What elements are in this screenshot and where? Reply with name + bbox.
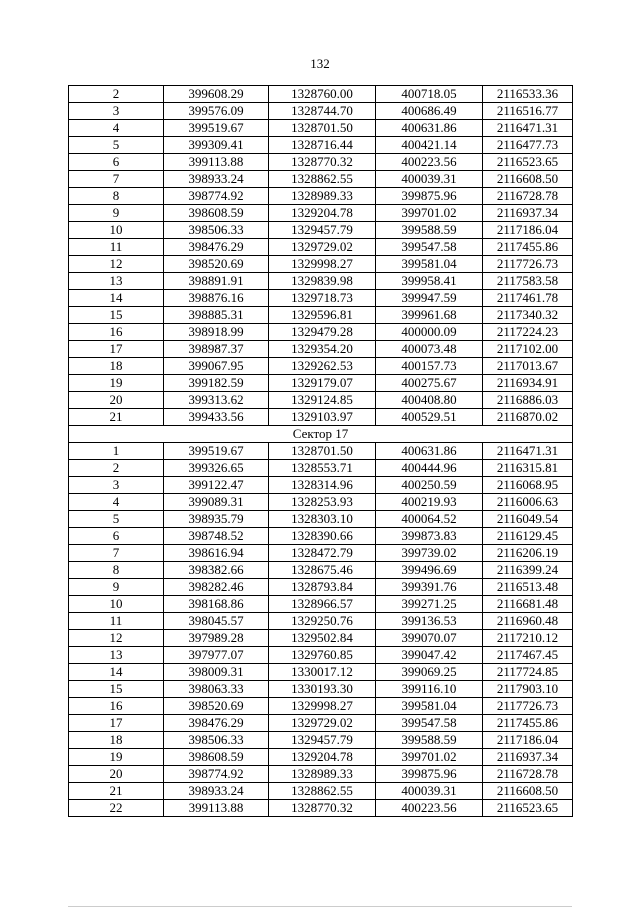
- table-row: [69, 766, 573, 783]
- coordinate-cell: 399875.96: [376, 188, 483, 205]
- point-number-cell: 18: [69, 732, 164, 749]
- coordinate-cell: 398382.66: [164, 562, 269, 579]
- coordinate-cell: 2117186.04: [483, 732, 573, 749]
- coordinate-cell: 1328770.32: [269, 800, 376, 817]
- point-number-cell: 11: [69, 613, 164, 630]
- coordinate-cell: 399089.31: [164, 494, 269, 511]
- coordinate-cell: 2117224.23: [483, 324, 573, 341]
- coordinate-cell: 398876.16: [164, 290, 269, 307]
- point-number-cell: 19: [69, 375, 164, 392]
- coordinate-cell: 2116728.78: [483, 766, 573, 783]
- coordinate-cell: 1329354.20: [269, 341, 376, 358]
- table-row: [69, 409, 573, 426]
- coordinate-cell: 2117186.04: [483, 222, 573, 239]
- coordinate-cell: 398616.94: [164, 545, 269, 562]
- table-row: [69, 596, 573, 613]
- table-row: [69, 171, 573, 188]
- coordinate-cell: 399113.88: [164, 800, 269, 817]
- coordinate-cell: 2116934.91: [483, 375, 573, 392]
- coordinate-cell: 399309.41: [164, 137, 269, 154]
- coordinate-cell: 2116206.19: [483, 545, 573, 562]
- coordinate-cell: 398476.29: [164, 239, 269, 256]
- coordinate-cell: 398476.29: [164, 715, 269, 732]
- coordinate-cell: 1329596.81: [269, 307, 376, 324]
- point-number-cell: 18: [69, 358, 164, 375]
- coordinate-cell: 1329718.73: [269, 290, 376, 307]
- bottom-rule: [68, 906, 572, 907]
- coordinate-cell: 2117467.45: [483, 647, 573, 664]
- table-row: [69, 800, 573, 817]
- coordinate-cell: 2116886.03: [483, 392, 573, 409]
- coordinate-cell: 399608.29: [164, 86, 269, 103]
- coordinate-cell: 397977.07: [164, 647, 269, 664]
- coordinate-cell: 399182.59: [164, 375, 269, 392]
- table-row: [69, 307, 573, 324]
- coordinate-cell: 2116315.81: [483, 460, 573, 477]
- coordinate-cell: 399313.62: [164, 392, 269, 409]
- coordinate-cell: 398774.92: [164, 188, 269, 205]
- coordinate-cell: 1329839.98: [269, 273, 376, 290]
- coordinate-cell: 399873.83: [376, 528, 483, 545]
- coordinate-cell: 2117461.78: [483, 290, 573, 307]
- table-row: [69, 783, 573, 800]
- coordinate-cell: 398608.59: [164, 749, 269, 766]
- coordinate-cell: 1328966.57: [269, 596, 376, 613]
- point-number-cell: 6: [69, 528, 164, 545]
- coordinate-cell: 1328770.32: [269, 154, 376, 171]
- coordinate-cell: 399047.42: [376, 647, 483, 664]
- coordinate-cell: 1329998.27: [269, 698, 376, 715]
- point-number-cell: 15: [69, 307, 164, 324]
- table-row: [69, 324, 573, 341]
- coordinate-cell: 2116608.50: [483, 171, 573, 188]
- coordinate-cell: 399547.58: [376, 715, 483, 732]
- table-row: [69, 137, 573, 154]
- table-row: [69, 545, 573, 562]
- coordinate-cell: 400631.86: [376, 443, 483, 460]
- coordinate-cell: 399271.25: [376, 596, 483, 613]
- table-row: [69, 664, 573, 681]
- table-row: [69, 477, 573, 494]
- coordinate-cell: 1328675.46: [269, 562, 376, 579]
- coordinate-cell: 1329479.28: [269, 324, 376, 341]
- point-number-cell: 6: [69, 154, 164, 171]
- table-body-top: [69, 86, 573, 426]
- coordinate-cell: 2117013.67: [483, 358, 573, 375]
- point-number-cell: 21: [69, 409, 164, 426]
- coordinate-cell: 1329204.78: [269, 749, 376, 766]
- coordinate-cell: 399588.59: [376, 222, 483, 239]
- coordinate-cell: 400631.86: [376, 120, 483, 137]
- point-number-cell: 3: [69, 477, 164, 494]
- coordinate-cell: 2116049.54: [483, 511, 573, 528]
- coordinate-cell: 400000.09: [376, 324, 483, 341]
- coordinate-cell: 1328760.00: [269, 86, 376, 103]
- coordinate-cell: 2116068.95: [483, 477, 573, 494]
- coordinate-cell: 2117903.10: [483, 681, 573, 698]
- coordinate-cell: 399433.56: [164, 409, 269, 426]
- coordinate-cell: 2116681.48: [483, 596, 573, 613]
- coordinate-cell: 400223.56: [376, 800, 483, 817]
- point-number-cell: 21: [69, 783, 164, 800]
- coordinate-cell: 398045.57: [164, 613, 269, 630]
- coordinate-cell: 1329729.02: [269, 715, 376, 732]
- table-row: [69, 273, 573, 290]
- coordinate-cell: 399136.53: [376, 613, 483, 630]
- coordinate-cell: 1328303.10: [269, 511, 376, 528]
- coordinate-cell: 399391.76: [376, 579, 483, 596]
- coordinate-cell: 398774.92: [164, 766, 269, 783]
- coordinate-cell: 398918.99: [164, 324, 269, 341]
- table-row: [69, 613, 573, 630]
- coordinate-cell: 400444.96: [376, 460, 483, 477]
- coordinate-cell: 397989.28: [164, 630, 269, 647]
- coordinate-cell: 400064.52: [376, 511, 483, 528]
- table-row: [69, 358, 573, 375]
- table-row: [69, 630, 573, 647]
- coordinate-cell: 2117102.00: [483, 341, 573, 358]
- coordinate-cell: 2117340.32: [483, 307, 573, 324]
- coordinate-cell: 398506.33: [164, 222, 269, 239]
- coordinate-cell: 399588.59: [376, 732, 483, 749]
- coordinate-cell: 399581.04: [376, 256, 483, 273]
- coordinate-cell: 399326.65: [164, 460, 269, 477]
- table-body-bottom: [69, 443, 573, 817]
- coordinate-cell: 398520.69: [164, 698, 269, 715]
- coordinate-cell: 1328716.44: [269, 137, 376, 154]
- coordinate-cell: 399067.95: [164, 358, 269, 375]
- coordinate-cell: 398891.91: [164, 273, 269, 290]
- table-row: [69, 749, 573, 766]
- coordinate-cell: 400250.59: [376, 477, 483, 494]
- coordinate-cell: 1329457.79: [269, 732, 376, 749]
- coordinate-cell: 2116728.78: [483, 188, 573, 205]
- coordinate-cell: 399496.69: [376, 562, 483, 579]
- coordinate-cell: 399701.02: [376, 205, 483, 222]
- table-row: [69, 154, 573, 171]
- coordinate-cell: 2116129.45: [483, 528, 573, 545]
- coordinate-cell: 400223.56: [376, 154, 483, 171]
- coordinate-cell: 1328472.79: [269, 545, 376, 562]
- point-number-cell: 17: [69, 341, 164, 358]
- coordinate-cell: 399122.47: [164, 477, 269, 494]
- point-number-cell: 12: [69, 256, 164, 273]
- coordinate-cell: 400275.67: [376, 375, 483, 392]
- coordinate-cell: 399958.41: [376, 273, 483, 290]
- coordinate-cell: 399519.67: [164, 443, 269, 460]
- coordinate-cell: 399875.96: [376, 766, 483, 783]
- coordinate-cell: 2116870.02: [483, 409, 573, 426]
- coordinate-cell: 398748.52: [164, 528, 269, 545]
- coordinate-cell: 400157.73: [376, 358, 483, 375]
- coordinate-cell: 398063.33: [164, 681, 269, 698]
- point-number-cell: 1: [69, 443, 164, 460]
- table-row: [69, 392, 573, 409]
- point-number-cell: 3: [69, 103, 164, 120]
- coordinate-cell: 2117210.12: [483, 630, 573, 647]
- table-row: [69, 375, 573, 392]
- coordinate-cell: 399070.07: [376, 630, 483, 647]
- coordinate-cell: 398608.59: [164, 205, 269, 222]
- coordinate-cell: 1329124.85: [269, 392, 376, 409]
- coordinate-cell: 399961.68: [376, 307, 483, 324]
- table-row: [69, 528, 573, 545]
- table-row: [69, 511, 573, 528]
- table-row: [69, 732, 573, 749]
- coordinate-cell: 2117455.86: [483, 239, 573, 256]
- coordinate-cell: 398282.46: [164, 579, 269, 596]
- point-number-cell: 9: [69, 205, 164, 222]
- coordinate-cell: 1329103.97: [269, 409, 376, 426]
- coordinate-cell: 399069.25: [376, 664, 483, 681]
- coordinate-cell: 398009.31: [164, 664, 269, 681]
- table-row: [69, 188, 573, 205]
- coordinate-cell: 2117583.58: [483, 273, 573, 290]
- coordinate-cell: 400529.51: [376, 409, 483, 426]
- coordinate-cell: 1328701.50: [269, 443, 376, 460]
- coordinate-cell: 2116471.31: [483, 443, 573, 460]
- table-row: [69, 681, 573, 698]
- point-number-cell: 20: [69, 392, 164, 409]
- coordinate-cell: 1328701.50: [269, 120, 376, 137]
- coordinate-cell: 1328862.55: [269, 171, 376, 188]
- point-number-cell: 5: [69, 137, 164, 154]
- coordinate-cell: 400718.05: [376, 86, 483, 103]
- coordinate-cell: 1329998.27: [269, 256, 376, 273]
- coordinate-cell: 1329457.79: [269, 222, 376, 239]
- coordinate-cell: 1330017.12: [269, 664, 376, 681]
- table-row: [69, 222, 573, 239]
- table-row: [69, 494, 573, 511]
- coordinate-cell: 1329729.02: [269, 239, 376, 256]
- coordinate-cell: 398933.24: [164, 783, 269, 800]
- coordinates-table: [68, 85, 573, 817]
- table-row: [69, 290, 573, 307]
- table-row: [69, 103, 573, 120]
- point-number-cell: 2: [69, 86, 164, 103]
- coordinate-cell: 1328390.66: [269, 528, 376, 545]
- coordinate-cell: 1328314.96: [269, 477, 376, 494]
- coordinate-cell: 398520.69: [164, 256, 269, 273]
- coordinate-cell: 399519.67: [164, 120, 269, 137]
- coordinate-cell: 1328989.33: [269, 188, 376, 205]
- coordinate-cell: 2116523.65: [483, 154, 573, 171]
- point-number-cell: 16: [69, 324, 164, 341]
- point-number-cell: 11: [69, 239, 164, 256]
- table-row: [69, 443, 573, 460]
- coordinate-cell: 2117455.86: [483, 715, 573, 732]
- coordinate-cell: 400219.93: [376, 494, 483, 511]
- table-row: [69, 698, 573, 715]
- coordinate-cell: 398933.24: [164, 171, 269, 188]
- coordinate-cell: 2116937.34: [483, 205, 573, 222]
- point-number-cell: 8: [69, 188, 164, 205]
- point-number-cell: 8: [69, 562, 164, 579]
- coordinate-cell: 1329502.84: [269, 630, 376, 647]
- coordinate-cell: 399576.09: [164, 103, 269, 120]
- point-number-cell: 2: [69, 460, 164, 477]
- coordinate-cell: 1328744.70: [269, 103, 376, 120]
- point-number-cell: 13: [69, 647, 164, 664]
- point-number-cell: 22: [69, 800, 164, 817]
- coordinate-cell: 2117726.73: [483, 698, 573, 715]
- point-number-cell: 14: [69, 664, 164, 681]
- table-row: [69, 460, 573, 477]
- coordinate-cell: 400408.80: [376, 392, 483, 409]
- coordinate-cell: 2116399.24: [483, 562, 573, 579]
- coordinate-cell: 2117726.73: [483, 256, 573, 273]
- coordinate-cell: 399581.04: [376, 698, 483, 715]
- coordinate-cell: 2116513.48: [483, 579, 573, 596]
- coordinate-cell: 398885.31: [164, 307, 269, 324]
- coordinate-cell: 1329179.07: [269, 375, 376, 392]
- coordinate-cell: 400039.31: [376, 783, 483, 800]
- table-row: [69, 579, 573, 596]
- coordinate-cell: 399116.10: [376, 681, 483, 698]
- point-number-cell: 13: [69, 273, 164, 290]
- coordinate-cell: 2116477.73: [483, 137, 573, 154]
- coordinate-cell: 1329204.78: [269, 205, 376, 222]
- point-number-cell: 7: [69, 171, 164, 188]
- coordinate-cell: 398506.33: [164, 732, 269, 749]
- coordinate-cell: 1328253.93: [269, 494, 376, 511]
- point-number-cell: 20: [69, 766, 164, 783]
- point-number-cell: 9: [69, 579, 164, 596]
- table-row: [69, 256, 573, 273]
- table-row: [69, 86, 573, 103]
- coordinate-cell: 2117724.85: [483, 664, 573, 681]
- coordinate-cell: 400073.48: [376, 341, 483, 358]
- point-number-cell: 4: [69, 120, 164, 137]
- point-number-cell: 4: [69, 494, 164, 511]
- table-row: [69, 239, 573, 256]
- point-number-cell: 12: [69, 630, 164, 647]
- table-row: [69, 341, 573, 358]
- coordinate-cell: 400421.14: [376, 137, 483, 154]
- point-number-cell: 17: [69, 715, 164, 732]
- coordinate-cell: 1328862.55: [269, 783, 376, 800]
- table-row: [69, 715, 573, 732]
- coordinate-cell: 2116960.48: [483, 613, 573, 630]
- coordinate-cell: 399113.88: [164, 154, 269, 171]
- coordinate-cell: 1329250.76: [269, 613, 376, 630]
- coordinate-cell: 400039.31: [376, 171, 483, 188]
- point-number-cell: 14: [69, 290, 164, 307]
- table-row: [69, 562, 573, 579]
- coordinate-cell: 1328793.84: [269, 579, 376, 596]
- coordinate-cell: 1328989.33: [269, 766, 376, 783]
- coordinate-cell: 2116006.63: [483, 494, 573, 511]
- coordinate-cell: 400686.49: [376, 103, 483, 120]
- point-number-cell: 19: [69, 749, 164, 766]
- table-row: [69, 120, 573, 137]
- coordinate-cell: 399701.02: [376, 749, 483, 766]
- table-row: [69, 647, 573, 664]
- coordinate-cell: 1330193.30: [269, 681, 376, 698]
- coordinate-cell: 2116523.65: [483, 800, 573, 817]
- coordinate-cell: 398168.86: [164, 596, 269, 613]
- point-number-cell: 10: [69, 222, 164, 239]
- coordinate-cell: 399947.59: [376, 290, 483, 307]
- point-number-cell: 7: [69, 545, 164, 562]
- point-number-cell: 5: [69, 511, 164, 528]
- coordinate-cell: 2116608.50: [483, 783, 573, 800]
- coordinate-cell: 2116533.36: [483, 86, 573, 103]
- coordinate-cell: 1329760.85: [269, 647, 376, 664]
- coordinate-cell: 398935.79: [164, 511, 269, 528]
- coordinate-cell: 2116471.31: [483, 120, 573, 137]
- coordinate-cell: 2116516.77: [483, 103, 573, 120]
- coordinate-cell: 1329262.53: [269, 358, 376, 375]
- coordinate-cell: 399739.02: [376, 545, 483, 562]
- coordinate-cell: 399547.58: [376, 239, 483, 256]
- coordinate-cell: 2116937.34: [483, 749, 573, 766]
- point-number-cell: 10: [69, 596, 164, 613]
- page-number: 132: [310, 56, 330, 71]
- table-row: [69, 205, 573, 222]
- coordinate-cell: 398987.37: [164, 341, 269, 358]
- section-header-row: [69, 426, 573, 443]
- point-number-cell: 16: [69, 698, 164, 715]
- section-header-row-group: [69, 426, 573, 443]
- point-number-cell: 15: [69, 681, 164, 698]
- coordinate-cell: 1328553.71: [269, 460, 376, 477]
- section-title: Сектор 17: [69, 426, 573, 443]
